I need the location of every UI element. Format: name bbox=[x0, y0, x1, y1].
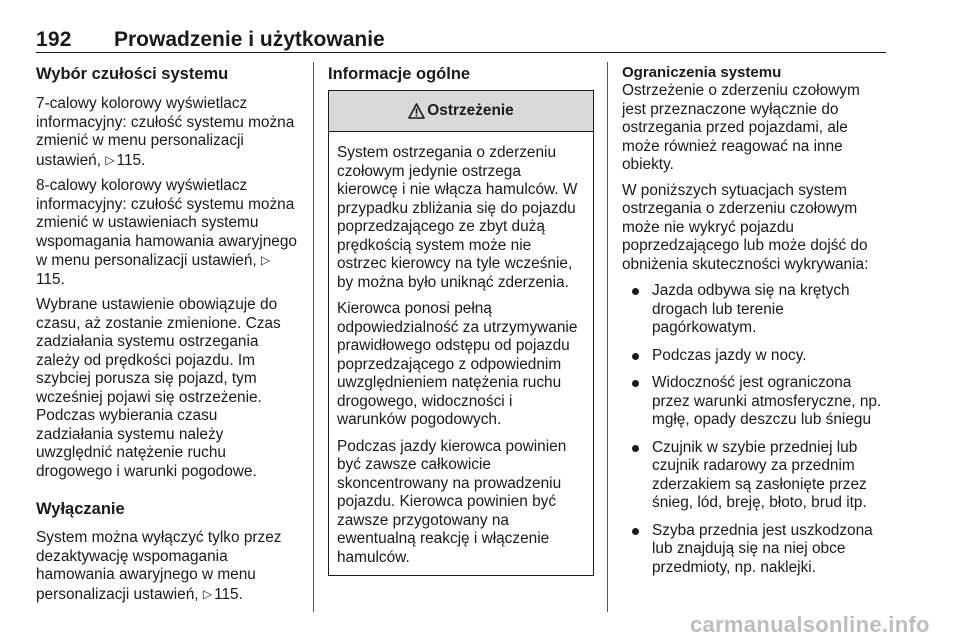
bullet-icon bbox=[632, 288, 639, 295]
page-reference-link[interactable]: 115. bbox=[116, 151, 146, 169]
paragraph-7inch: 7-calowy kolorowy wyświetlacz informacyjny: czułość systemu można zmienić w menu personalizacji ustawień, ▷ 115. bbox=[36, 95, 295, 169]
bullet-icon bbox=[632, 380, 639, 387]
paragraph-disable: System można wyłączyć tylko przez dezaktywację wspomagania hamowania awaryjnego w menu personalizacji ustawień, ▷ 115. bbox=[36, 529, 282, 603]
section-heading-sensitivity: Wybór czułości systemu bbox=[36, 65, 229, 83]
page-reference-arrow-icon: ▷ bbox=[261, 253, 271, 267]
column-left bbox=[36, 64, 298, 611]
warning-body bbox=[329, 132, 593, 575]
bullet-icon bbox=[632, 353, 639, 360]
page-reference-arrow-icon: ▷ bbox=[202, 586, 213, 601]
page-number: 192 bbox=[36, 28, 72, 51]
page-title: Prowadzenie i użytkowanie bbox=[114, 28, 385, 51]
page-header bbox=[36, 26, 886, 53]
column-middle bbox=[328, 64, 594, 576]
column-divider-right bbox=[607, 62, 608, 612]
list-item: Jazda odbywa się na krętych drogach lub terenie pagórkowatym. bbox=[622, 282, 886, 338]
limitations-list bbox=[622, 282, 886, 577]
warning-header bbox=[329, 91, 593, 132]
warning-triangle-icon bbox=[408, 103, 425, 119]
bullet-icon bbox=[632, 445, 639, 452]
warning-paragraph: Kierowca ponosi pełną odpowiedzialność za utrzymywanie prawidłowego odstępu od pojazdu poprzedzającego z odpowiednim uwzględnieniem natężenia ruchu drogowego, widoczności i warunków pogodowych. bbox=[337, 300, 578, 428]
section-heading-general: Informacje ogólne bbox=[328, 65, 471, 83]
list-item: Widoczność jest ograniczona przez warunki atmosferyczne, np. mgłę, opady deszczu lub śniegu bbox=[622, 374, 886, 430]
page-reference-link[interactable]: 115. bbox=[36, 270, 65, 288]
page-reference-link[interactable]: 115. bbox=[214, 585, 243, 603]
watermark: carmanualsonline.info bbox=[690, 612, 930, 637]
paragraph-situations: W poniższych sytuacjach system ostrzegania o zderzeniu czołowym może nie wykryć pojazdu poprzedzającego lub może dojść do obniżenia skuteczności wykrywania: bbox=[622, 181, 869, 273]
list-item: Czujnik w szybie przedniej lub czujnik radarowy za przednim zderzakiem są zasłonięte przez śnieg, lód, breję, błoto, brud itp. bbox=[622, 439, 886, 513]
warning-paragraph: Podczas jazdy kierowca powinien być zawsze całkowicie skoncentrowany na prowadzeniu pojazdu. Kierowca powinien być zawsze przygotowany na ewentualną reakcję i włączenie hamulców. bbox=[337, 437, 567, 566]
paragraph-8inch: 8-calowy kolorowy wyświetlacz informacyjny: czułość systemu można zmienić w ustawieniach systemu wspomagania hamowania awaryjnego w menu personalizacji ustawień, ▷115. bbox=[36, 177, 297, 288]
section-heading-limitations: Ograniczenia systemu bbox=[622, 64, 782, 81]
warning-title: Ostrzeżenie bbox=[427, 101, 514, 119]
paragraph-purpose: Ostrzeżenie o zderzeniu czołowym jest przeznaczone wyłącznie do ostrzegania przed pojazdami, ale może również reagować na inne obiekty. bbox=[622, 82, 860, 173]
paragraph-timing: Wybrane ustawienie obowiązuje do czasu, aż zostanie zmienione. Czas zadziałania systemu ostrzegania zależy od prędkości pojazdu. Im szybciej porusza się pojazd, tym wcześniej pojawi się ostrzeżenie. Podczas wybierania czasu zadziałania systemu należy uwzględnić natężenie ruchu drogowego i warunki pogodowe. bbox=[36, 296, 281, 480]
bullet-icon bbox=[632, 528, 639, 535]
list-item: Szyba przednia jest uszkodzona lub znajdują się na niej obce przedmioty, np. naklejki. bbox=[622, 522, 886, 578]
list-item: Podczas jazdy w nocy. bbox=[622, 347, 886, 366]
page-reference-arrow-icon: ▷ bbox=[105, 152, 115, 167]
section-heading-disable: Wyłączanie bbox=[36, 500, 125, 518]
column-right bbox=[622, 64, 886, 586]
warning-paragraph: System ostrzegania o zderzeniu czołowym jedynie ostrzega kierowcę i nie włącza hamulców. W przypadku zbliżania się do pojazdu poprzedzającego ze zbyt dużą prędkością system może nie ostrzec kierowcy na tyle wcześnie, by można było uniknąć zderzenia. bbox=[337, 144, 578, 291]
column-divider-left bbox=[313, 62, 314, 612]
warning-box bbox=[328, 90, 594, 576]
